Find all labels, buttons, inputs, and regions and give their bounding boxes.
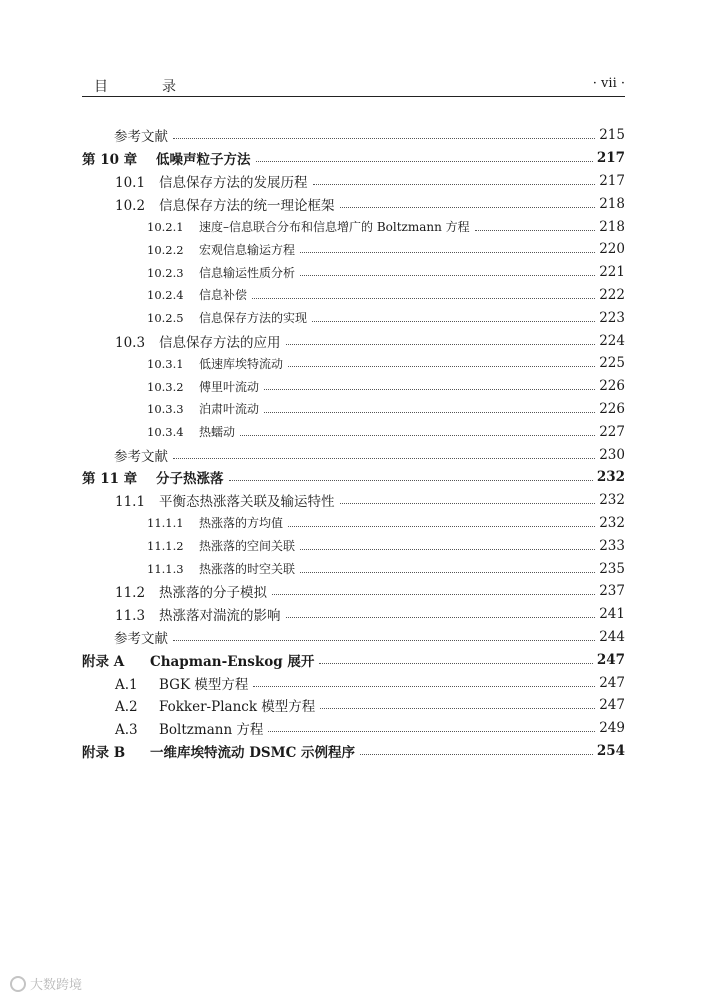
- toc-entry-number: 11.3: [115, 608, 146, 625]
- toc-entry-lead: [115, 718, 263, 738]
- dot-leader: [268, 730, 595, 732]
- toc-entry-number: 10.3: [115, 334, 146, 351]
- dot-leader: [252, 297, 595, 299]
- toc-entry: [82, 740, 625, 763]
- toc-entry: [82, 238, 625, 261]
- toc-entry: [82, 420, 625, 443]
- watermark-logo-icon: [10, 976, 26, 992]
- toc-entry-page: 233: [599, 537, 625, 554]
- toc-entry-title: 宏观信息输运方程: [199, 242, 296, 257]
- toc-entry-number: A.3: [115, 722, 138, 739]
- toc-entry-page: 226: [599, 378, 625, 395]
- toc-entry-number: 10.2.1: [147, 220, 184, 235]
- toc-entry-title: 速度–信息联合分布和信息增广的 Boltzmann 方程: [199, 220, 470, 235]
- dot-leader: [320, 707, 595, 709]
- toc-entry-title: 低速库埃特流动: [199, 356, 284, 371]
- toc-entry: [82, 329, 625, 352]
- toc-entry-number: 10.2.2: [147, 242, 184, 257]
- toc-entry: [82, 671, 625, 694]
- dot-leader: [312, 320, 595, 322]
- dot-leader: [173, 137, 595, 139]
- toc-entry: [82, 489, 625, 512]
- toc-entry-title: 热涨落的时空关联: [199, 562, 296, 577]
- toc-entry-page: 222: [599, 286, 625, 303]
- toc-entry-page: 247: [596, 651, 625, 668]
- toc-entry-lead: [147, 355, 283, 372]
- toc-entry-title: 热涨落的分子模拟: [159, 585, 267, 602]
- toc-entry-title: 参考文献: [114, 630, 168, 647]
- toc-entry-lead: [115, 171, 308, 191]
- toc-entry: [82, 557, 625, 580]
- toc-entry-title: BGK 模型方程: [159, 676, 249, 693]
- toc-entry-page: 230: [599, 446, 625, 463]
- dot-leader: [288, 365, 595, 367]
- toc-entry: [82, 717, 625, 740]
- toc-entry-title: 热涨落的方均值: [199, 516, 284, 531]
- toc-entry-lead: [147, 560, 295, 577]
- toc-entry-title: 热涨落对湍流的影响: [159, 608, 281, 625]
- toc-entry-number: 10.3.3: [147, 402, 184, 417]
- toc-entry: [82, 124, 625, 147]
- toc-entry-page: 247: [599, 697, 625, 714]
- toc-entry-page: 218: [599, 195, 625, 212]
- toc-entry-lead: [115, 331, 281, 351]
- toc-entry-lead: [82, 650, 314, 670]
- toc-entry-lead: [147, 423, 235, 440]
- dot-leader: [256, 160, 593, 162]
- toc-entry-page: 232: [596, 469, 625, 486]
- toc-entry-lead: [115, 673, 248, 693]
- dot-leader: [360, 753, 593, 755]
- toc-entry-title: 信息输运性质分析: [199, 265, 296, 280]
- toc-entry-number: 11.1.1: [147, 516, 184, 531]
- toc-entry-lead: [147, 378, 259, 395]
- toc-entry-number: 10.3.4: [147, 425, 184, 440]
- page-folio: · vii ·: [592, 76, 625, 91]
- toc-entry-title: Boltzmann 方程: [159, 722, 264, 739]
- toc-entry-title: 信息保存方法的统一理论框架: [159, 197, 335, 214]
- toc-entry-number: 11.1.3: [147, 562, 184, 577]
- toc-entry-number: 10.1: [115, 174, 146, 191]
- toc-entry-lead: [147, 286, 247, 303]
- toc-entry-lead: [115, 604, 281, 624]
- toc-entry: [82, 375, 625, 398]
- toc-entry-number: 附录 A: [82, 653, 125, 670]
- toc-entry-page: 232: [599, 514, 625, 531]
- toc-entry-page: 247: [599, 674, 625, 691]
- toc-entry: [82, 192, 625, 215]
- toc-entry-lead: [82, 148, 251, 168]
- toc-entry: [82, 694, 625, 717]
- toc-entry-number: 附录 B: [82, 744, 126, 761]
- toc-entry-page: 254: [596, 742, 625, 759]
- toc-entry-lead: [147, 218, 470, 235]
- toc-entry-page: 237: [599, 583, 625, 600]
- toc-entry-number: 11.2: [115, 585, 146, 602]
- toc-entry-page: 220: [599, 241, 625, 258]
- toc-entry-page: 218: [599, 218, 625, 235]
- toc-entry-lead: [82, 741, 355, 761]
- dot-leader: [300, 548, 595, 550]
- toc-entry-lead: [115, 581, 267, 601]
- toc-entry-lead: [114, 627, 168, 647]
- toc-entry-number: 10.2.3: [147, 265, 184, 280]
- watermark: [10, 974, 82, 993]
- dot-leader: [319, 662, 592, 664]
- dot-leader: [313, 183, 596, 185]
- toc-entry-lead: [147, 537, 295, 554]
- toc-entry: [82, 443, 625, 466]
- toc-entry: [82, 534, 625, 557]
- toc-entry-number: 10.2.5: [147, 311, 184, 326]
- dot-leader: [300, 274, 595, 276]
- toc-entry-title: 信息保存方法的发展历程: [159, 174, 308, 191]
- toc-entry: [82, 648, 625, 671]
- toc-entry-lead: [147, 514, 283, 531]
- toc-entry-title: 泊肃叶流动: [199, 402, 260, 417]
- toc-entry: [82, 352, 625, 375]
- toc-entry-page: 226: [599, 400, 625, 417]
- dot-leader: [253, 685, 595, 687]
- running-title: 目 录: [94, 79, 196, 95]
- dot-leader: [229, 479, 593, 481]
- dot-leader: [475, 229, 596, 231]
- dot-leader: [340, 206, 596, 208]
- toc-entry: [82, 284, 625, 307]
- toc-entry-title: 信息补偿: [199, 288, 248, 303]
- toc-entry-title: Fokker-Planck 模型方程: [159, 699, 316, 716]
- toc-entry-page: 223: [599, 309, 625, 326]
- toc-entry-page: 232: [599, 492, 625, 509]
- toc-entry-number: 11.1: [115, 494, 146, 511]
- toc-entry-page: 227: [599, 423, 625, 440]
- toc-entry-title: 信息保存方法的实现: [199, 311, 308, 326]
- toc-entry: [82, 626, 625, 649]
- toc-entry-title: 傅里叶流动: [199, 379, 260, 394]
- dot-leader: [173, 639, 595, 641]
- table-of-contents: [82, 124, 625, 762]
- toc-entry-page: 217: [596, 150, 625, 167]
- dot-leader: [286, 343, 596, 345]
- toc-entry-number: 第 11 章: [82, 471, 138, 488]
- toc-entry-lead: [82, 467, 224, 487]
- toc-entry-lead: [115, 490, 335, 510]
- toc-entry-page: 249: [599, 720, 625, 737]
- toc-entry: [82, 580, 625, 603]
- toc-entry: [82, 215, 625, 238]
- toc-entry-number: 第 10 章: [82, 152, 138, 169]
- toc-entry-page: 215: [599, 127, 625, 144]
- toc-entry-page: 221: [599, 264, 625, 281]
- toc-entry: [82, 466, 625, 489]
- dot-leader: [173, 457, 595, 459]
- toc-entry-title: 参考文献: [114, 129, 168, 146]
- dot-leader: [264, 388, 595, 390]
- toc-entry-title: Chapman-Enskog 展开: [150, 653, 315, 670]
- toc-entry-page: 217: [599, 172, 625, 189]
- toc-entry: [82, 147, 625, 170]
- toc-entry-number: 10.2.4: [147, 288, 184, 303]
- toc-entry-title: 热涨落的空间关联: [199, 539, 296, 554]
- dot-leader: [264, 411, 595, 413]
- dot-leader: [272, 593, 595, 595]
- toc-entry-title: 热蠕动: [199, 425, 236, 440]
- toc-entry: [82, 603, 625, 626]
- dot-leader: [240, 434, 595, 436]
- toc-entry-title: 参考文献: [114, 448, 168, 465]
- dot-leader: [286, 616, 596, 618]
- toc-entry: [82, 512, 625, 535]
- toc-entry-number: A.1: [115, 676, 138, 693]
- toc-entry-title: 分子热涨落: [156, 471, 224, 488]
- toc-entry: [82, 170, 625, 193]
- dot-leader: [340, 502, 596, 504]
- toc-entry-lead: [147, 400, 259, 417]
- toc-entry-page: 244: [599, 628, 625, 645]
- toc-entry-title: 信息保存方法的应用: [159, 334, 281, 351]
- dot-leader: [300, 251, 595, 253]
- toc-entry-number: 10.3.1: [147, 356, 184, 371]
- toc-entry-lead: [115, 194, 335, 214]
- running-header: [82, 76, 625, 97]
- dot-leader: [300, 571, 595, 573]
- toc-entry: [82, 261, 625, 284]
- toc-entry-page: 235: [599, 560, 625, 577]
- toc-entry-lead: [147, 241, 295, 258]
- toc-entry-page: 224: [599, 332, 625, 349]
- toc-entry-number: A.2: [115, 699, 138, 716]
- toc-entry-lead: [115, 695, 315, 715]
- toc-entry: [82, 398, 625, 421]
- toc-entry-number: 11.1.2: [147, 539, 184, 554]
- toc-entry-lead: [114, 445, 168, 465]
- toc-entry-lead: [147, 264, 295, 281]
- toc-entry-number: 10.3.2: [147, 379, 184, 394]
- toc-entry-number: 10.2: [115, 197, 146, 214]
- dot-leader: [288, 525, 595, 527]
- toc-entry-lead: [114, 125, 168, 145]
- toc-entry-title: 平衡态热涨落关联及输运特性: [159, 494, 335, 511]
- toc-entry-title: 一维库埃特流动 DSMC 示例程序: [150, 744, 356, 761]
- toc-entry-page: 241: [599, 606, 625, 623]
- toc-entry-lead: [147, 309, 307, 326]
- watermark-text: 大数跨境: [30, 978, 83, 993]
- toc-entry-title: 低噪声粒子方法: [156, 152, 251, 169]
- toc-entry: [82, 306, 625, 329]
- toc-entry-page: 225: [599, 355, 625, 372]
